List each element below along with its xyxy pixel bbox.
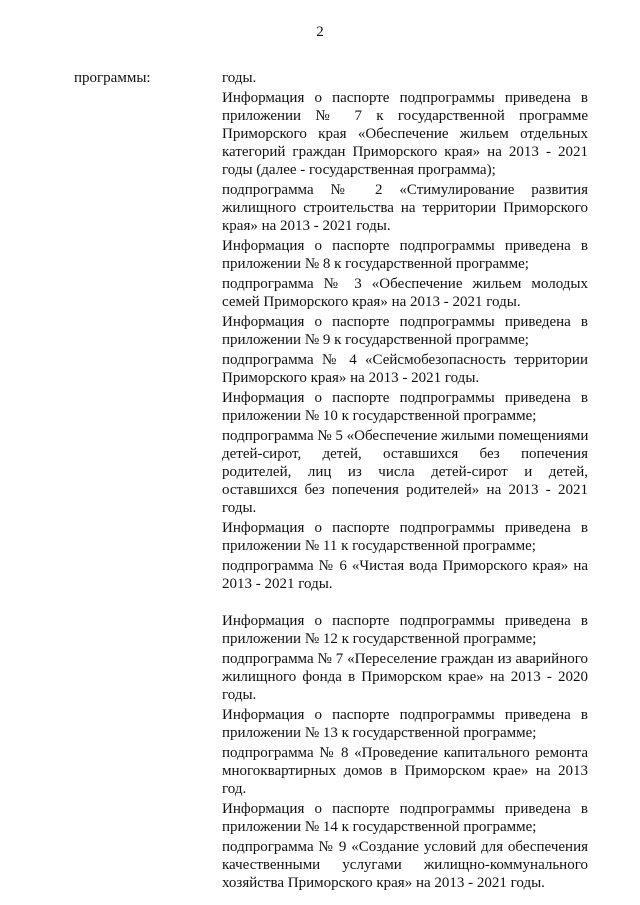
text-line: Информация о паспорте подпрограммы приведена в [222, 238, 588, 254]
paragraph [222, 744, 588, 798]
text-line: Приморского края «Обеспечение жильем отдельных [222, 126, 588, 142]
text-line: категорий граждан Приморского края» на 2013 - 2021 [222, 144, 588, 160]
text-line: годы. [222, 500, 257, 516]
paragraph [222, 351, 588, 387]
text-line: приложении № 13 к государственной программе; [222, 725, 537, 741]
text-line: многоквартирных домов в Приморском крае» на 2013 [222, 763, 588, 779]
text-line: годы. [222, 70, 257, 86]
text-line: подпрограмма № 5 «Обеспечение жилыми помещениями [222, 428, 589, 444]
paragraph [222, 706, 588, 742]
text-line: приложении № 10 к государственной программе; [222, 408, 537, 424]
text-line: хозяйства Приморского края» на 2013 - 2021 годы. [222, 875, 545, 891]
text-line: детей-сирот, детей, оставшихся без попечения [222, 446, 588, 462]
paragraph [222, 427, 588, 517]
text-line: подпрограмма № 3 «Обеспечение жильем молодых [222, 276, 588, 292]
text-line: приложении № 9 к государственной программе; [222, 332, 529, 348]
text-line: приложении № 14 к государственной программе; [222, 819, 537, 835]
section-label: программы: [74, 70, 151, 86]
paragraph [222, 612, 588, 648]
paragraph [222, 313, 588, 349]
text-line: родителей, лиц из числа детей-сирот и детей, [222, 464, 588, 480]
paragraph [222, 181, 588, 235]
paragraph [222, 838, 588, 892]
paragraph [222, 237, 588, 273]
paragraph [222, 557, 588, 593]
paragraph [222, 275, 588, 311]
paragraph [222, 519, 588, 555]
text-line: приложении № 12 к государственной программе; [222, 631, 537, 647]
text-line: приложении № 7 к государственной программе [222, 108, 588, 124]
text-line: края» на 2013 - 2021 годы. [222, 218, 391, 234]
paragraph-gap [222, 595, 588, 612]
text-line: Приморского края» на 2013 - 2021 годы. [222, 370, 480, 386]
text-line: Информация о паспорте подпрограммы приведена в [222, 314, 588, 330]
text-line: приложении № 11 к государственной программе; [222, 538, 536, 554]
paragraph [222, 389, 588, 425]
text-line: подпрограмма № 7 «Переселение граждан из аварийного [222, 651, 588, 667]
text-line: Информация о паспорте подпрограммы приведена в [222, 707, 588, 723]
text-line: жилищного фонда в Приморском крае» на 2013 - 2020 [222, 669, 588, 685]
text-line: жилищного строительства на территории Приморского [222, 200, 588, 216]
text-line: оставшихся без попечения родителей» на 2013 - 2021 [222, 482, 588, 498]
text-line: подпрограмма № 8 «Проведение капитального ремонта [222, 745, 588, 761]
text-line: семей Приморского края» на 2013 - 2021 годы. [222, 294, 521, 310]
text-line: подпрограмма № 6 «Чистая вода Приморского края» на [222, 558, 588, 574]
text-line: подпрограмма № 9 «Создание условий для обеспечения [222, 839, 588, 855]
text-line: год. [222, 781, 247, 797]
text-line: 2013 - 2021 годы. [222, 576, 333, 592]
document-body [222, 69, 588, 894]
text-line: подпрограмма № 4 «Сейсмобезопасность территории [222, 352, 588, 368]
text-line: годы (далее - государственная программа); [222, 162, 496, 178]
text-line: Информация о паспорте подпрограммы приведена в [222, 520, 588, 536]
text-line: Информация о паспорте подпрограммы приведена в [222, 613, 588, 629]
paragraph [222, 69, 588, 87]
paragraph [222, 89, 588, 179]
text-line: Информация о паспорте подпрограммы приведена в [222, 390, 588, 406]
paragraph [222, 800, 588, 836]
text-line: подпрограмма № 2 «Стимулирование развития [222, 182, 588, 198]
text-line: Информация о паспорте подпрограммы приведена в [222, 90, 588, 106]
text-line: Информация о паспорте подпрограммы приведена в [222, 801, 588, 817]
text-line: приложении № 8 к государственной программе; [222, 256, 529, 272]
page-number: 2 [316, 24, 324, 40]
text-line: качественными услугами жилищно-коммунального [222, 857, 588, 873]
paragraph [222, 650, 588, 704]
text-line: годы. [222, 687, 257, 703]
